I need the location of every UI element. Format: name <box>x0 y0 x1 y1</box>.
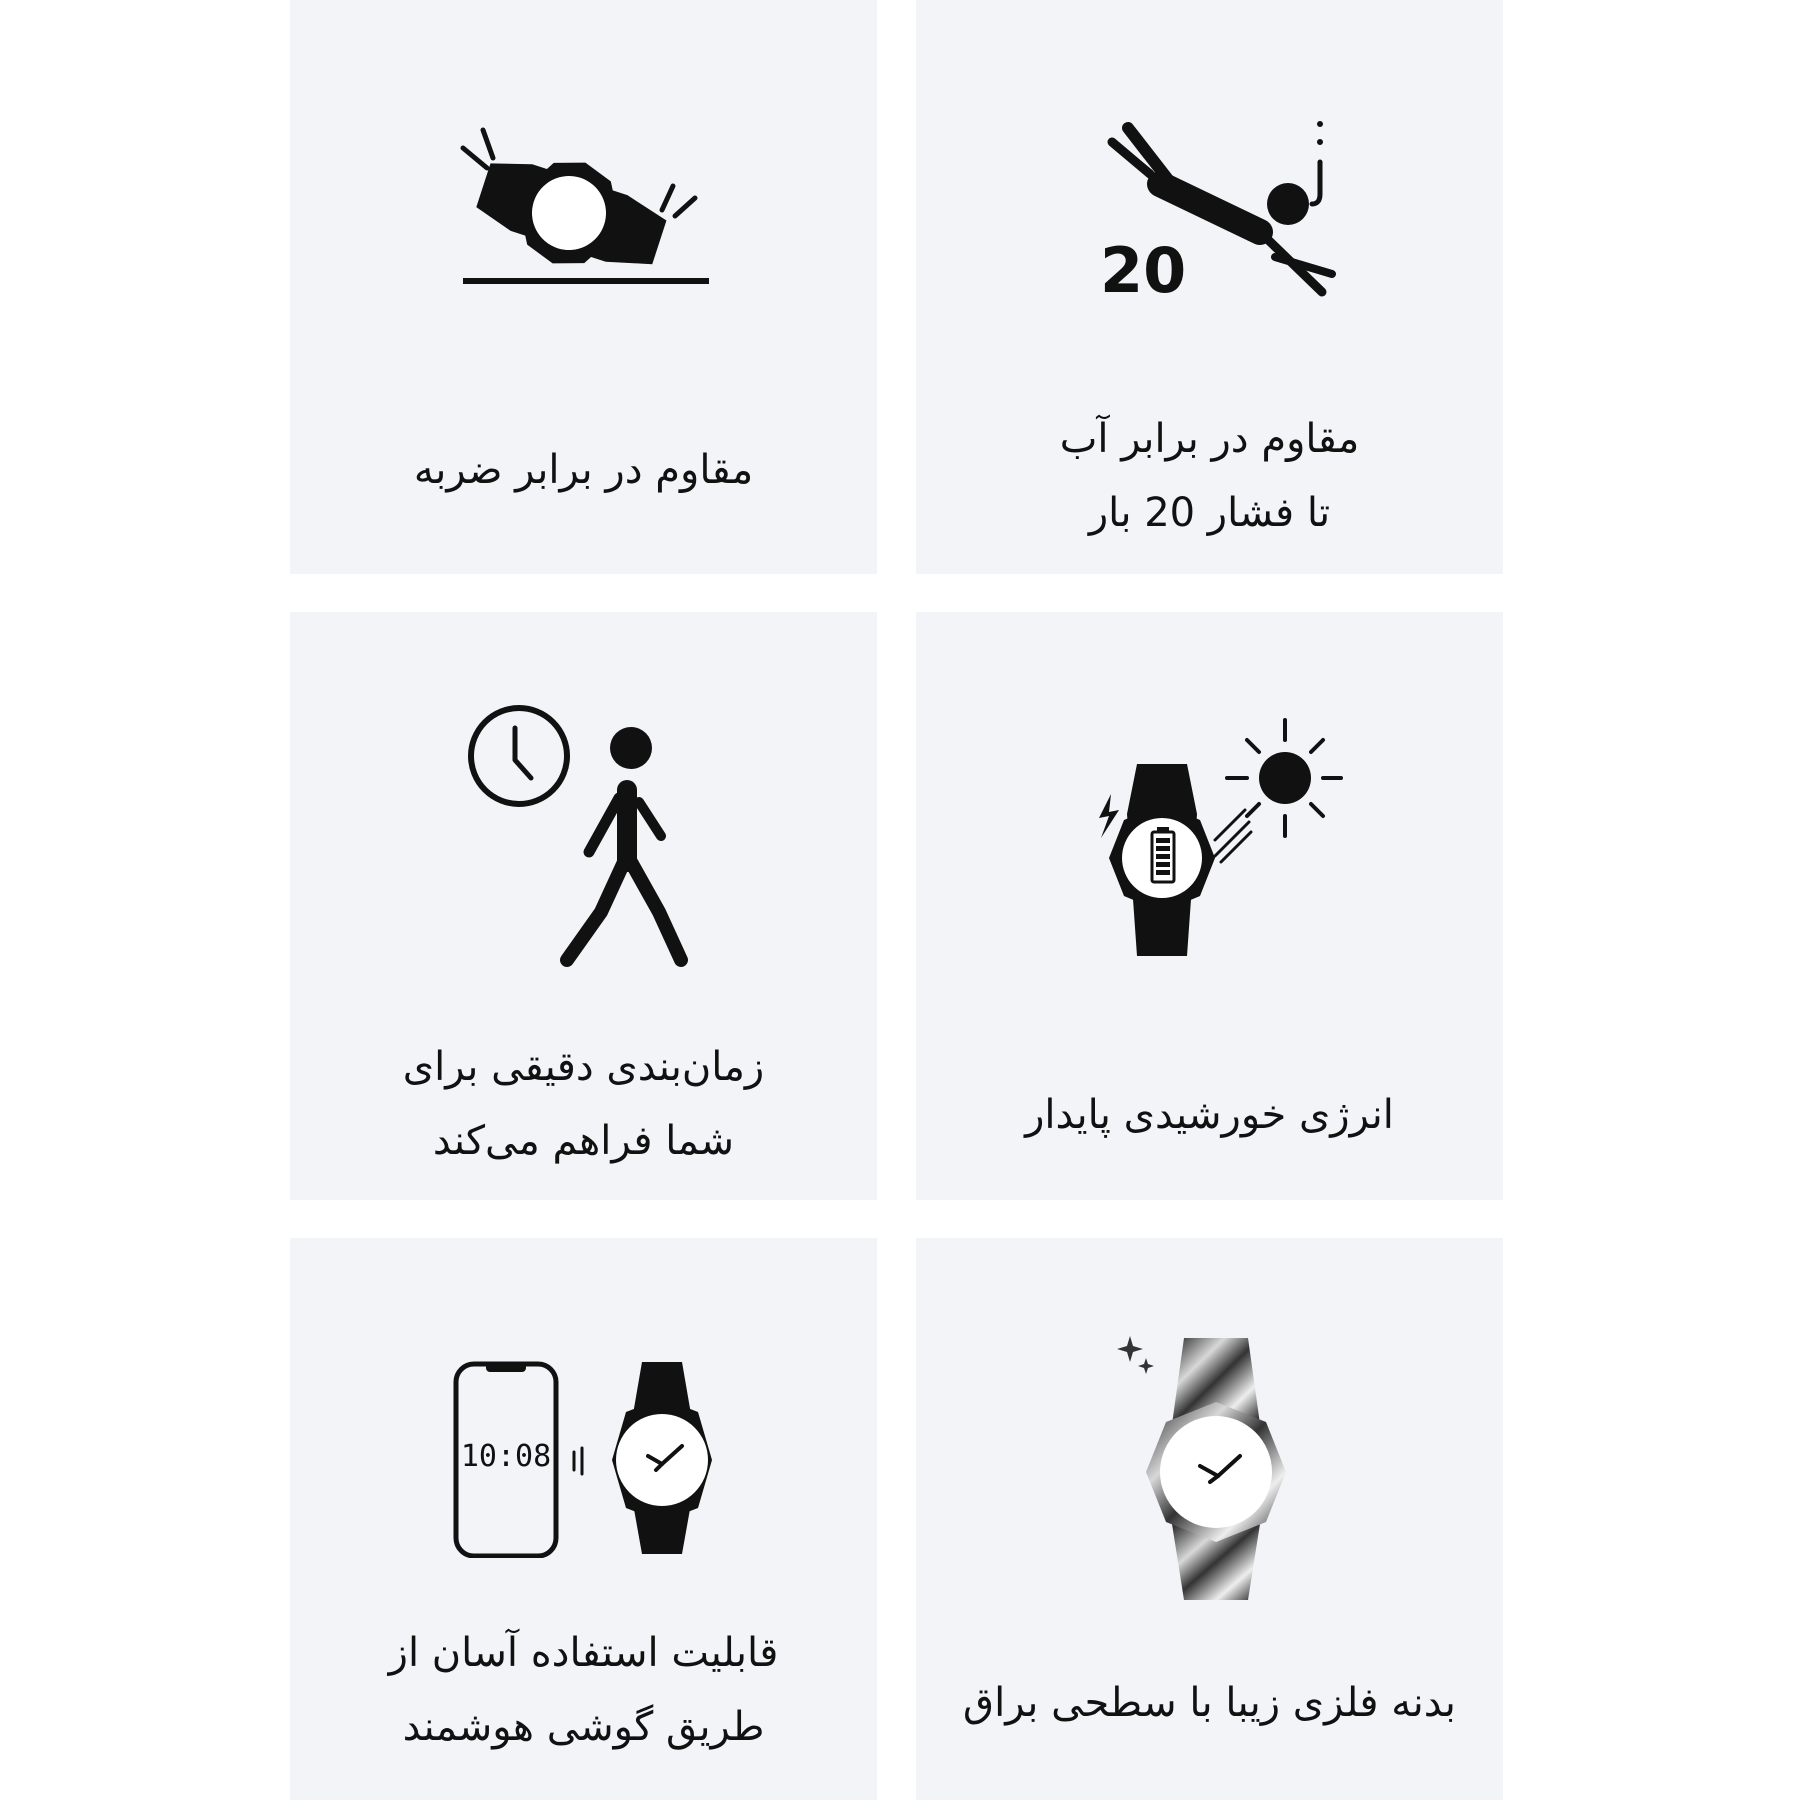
caption-line: قابلیت استفاده آسان از <box>388 1630 779 1676</box>
caption-line: شما فراهم می‌کند <box>432 1118 735 1164</box>
features-grid <box>290 0 1504 1800</box>
feature-caption-metal <box>936 1666 1483 1740</box>
feature-caption-shock <box>310 433 857 507</box>
feature-card-water <box>916 0 1503 574</box>
shock-resistant-watch-icon <box>290 118 877 298</box>
caption-line: انرژی خورشیدی پایدار <box>1025 1092 1394 1138</box>
caption-line: مقاوم در برابر ضربه <box>413 447 754 493</box>
feature-caption-timing <box>310 1030 857 1178</box>
caption-line: بدنه فلزی زیبا با سطحی براق <box>963 1680 1456 1726</box>
smartphone-watch-link-icon <box>290 1358 877 1558</box>
feature-caption-solar <box>936 1078 1483 1152</box>
feature-caption-smartphone <box>310 1616 857 1764</box>
feature-card-solar <box>916 612 1503 1200</box>
caption-line: طریق گوشی هوشمند <box>402 1704 765 1750</box>
solar-powered-watch-icon <box>916 712 1503 972</box>
feature-card-shock <box>290 0 877 574</box>
phone-time-label: 10:08 <box>460 1439 551 1474</box>
depth-label: 20 <box>1099 234 1186 307</box>
clock-walking-person-icon <box>290 702 877 972</box>
diver-water-resistant-icon <box>916 112 1503 312</box>
caption-line: مقاوم در برابر آب <box>1059 416 1360 462</box>
caption-line: زمان‌بندی دقیقی برای <box>402 1044 765 1090</box>
feature-caption-water <box>936 402 1483 550</box>
feature-card-metal <box>916 1238 1503 1800</box>
metal-watch-icon <box>916 1332 1503 1612</box>
caption-line: تا فشار 20 بار <box>1088 490 1331 536</box>
feature-card-timing <box>290 612 877 1200</box>
feature-card-smartphone <box>290 1238 877 1800</box>
